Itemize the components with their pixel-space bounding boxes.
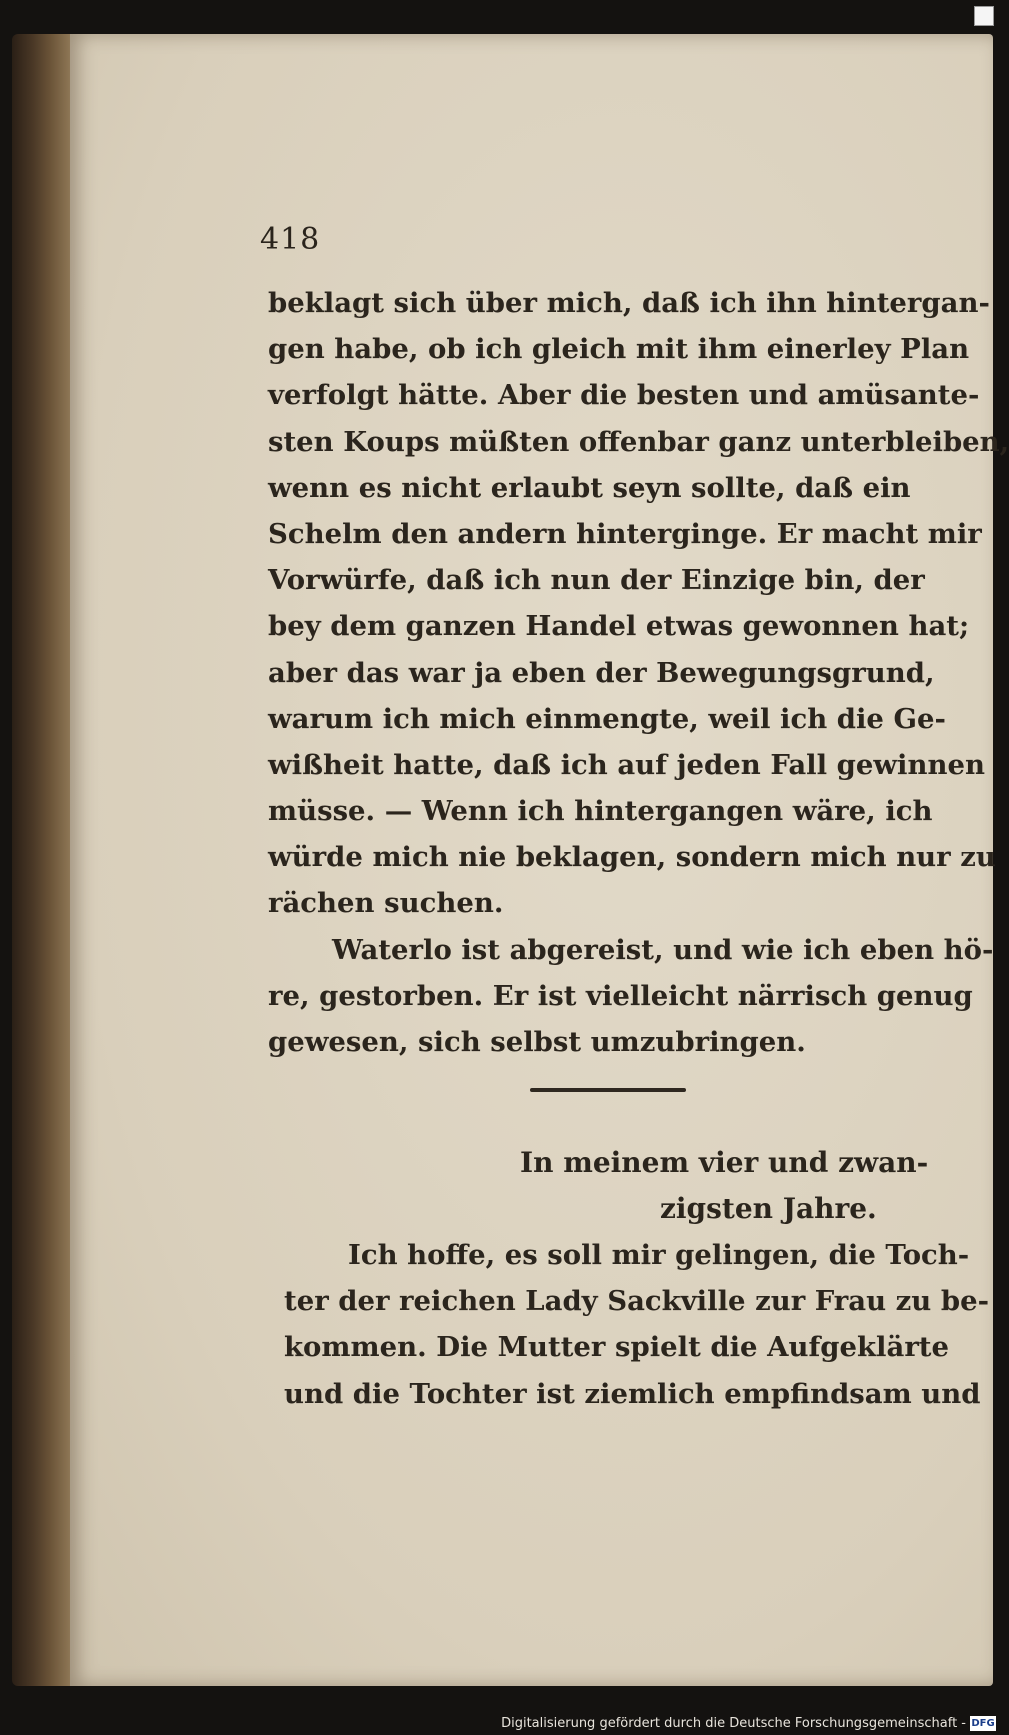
heading-line-2: zigsten Jahre. xyxy=(660,1192,877,1225)
text-line: Vorwürfe, daß ich nun der Einzige bin, der xyxy=(268,564,925,597)
text-line: verfolgt hätte. Aber die besten und amüsante- xyxy=(268,379,980,412)
text-line: würde mich nie beklagen, sondern mich nur zu xyxy=(268,841,996,874)
text-line: wißheit hatte, daß ich auf jeden Fall gewinnen xyxy=(268,748,985,781)
text-line: müsse. — Wenn ich hintergangen wäre, ich xyxy=(268,795,933,828)
text-line: ter der reichen Lady Sackville zur Frau zu be- xyxy=(284,1285,989,1318)
text-line: warum ich mich einmengte, weil ich die Ge- xyxy=(268,702,946,735)
text-line: aber das war ja eben der Bewegungsgrund, xyxy=(268,656,935,689)
text-line: sten Koups müßten offenbar ganz unterbleiben, xyxy=(268,425,1009,458)
text-line: kommen. Die Mutter spielt die Aufgeklärte xyxy=(284,1331,950,1364)
dfg-logo: DFG xyxy=(971,1718,995,1729)
text-line: Ich hoffe, es soll mir gelingen, die Toch- xyxy=(348,1239,970,1271)
text-line: beklagt sich über mich, daß ich ihn hintergan- xyxy=(268,287,990,319)
text-line: bey dem ganzen Handel etwas gewonnen hat; xyxy=(268,610,970,643)
footer-credit: Digitalisierung gefördert durch die Deutsche Forschungsgemeinschaft - xyxy=(501,1716,966,1731)
paragraph-1 xyxy=(268,280,1009,1065)
text-line: re, gestorben. Er ist vielleicht närrisch genug xyxy=(268,979,973,1012)
text-line: Waterlo ist abgereist, und wie ich eben hö- xyxy=(332,933,994,966)
heading-line-1: In meinem vier und zwan- xyxy=(520,1146,929,1179)
corner-marker xyxy=(974,6,994,26)
text-line: gewesen, sich selbst umzubringen. xyxy=(268,1026,806,1058)
section-divider xyxy=(530,1088,686,1092)
text-line: wenn es nicht erlaubt seyn sollte, daß ein xyxy=(268,471,911,504)
section-heading xyxy=(520,1140,929,1232)
text-line: gen habe, ob ich gleich mit ihm einerley Plan xyxy=(268,333,970,366)
text-line: rächen suchen. xyxy=(268,887,504,920)
text-line: und die Tochter ist ziemlich empfindsam und xyxy=(284,1377,981,1410)
paragraph-3 xyxy=(284,1232,989,1417)
text-line: Schelm den andern hinterginge. Er macht mir xyxy=(268,517,982,550)
page-number: 418 xyxy=(260,222,321,257)
